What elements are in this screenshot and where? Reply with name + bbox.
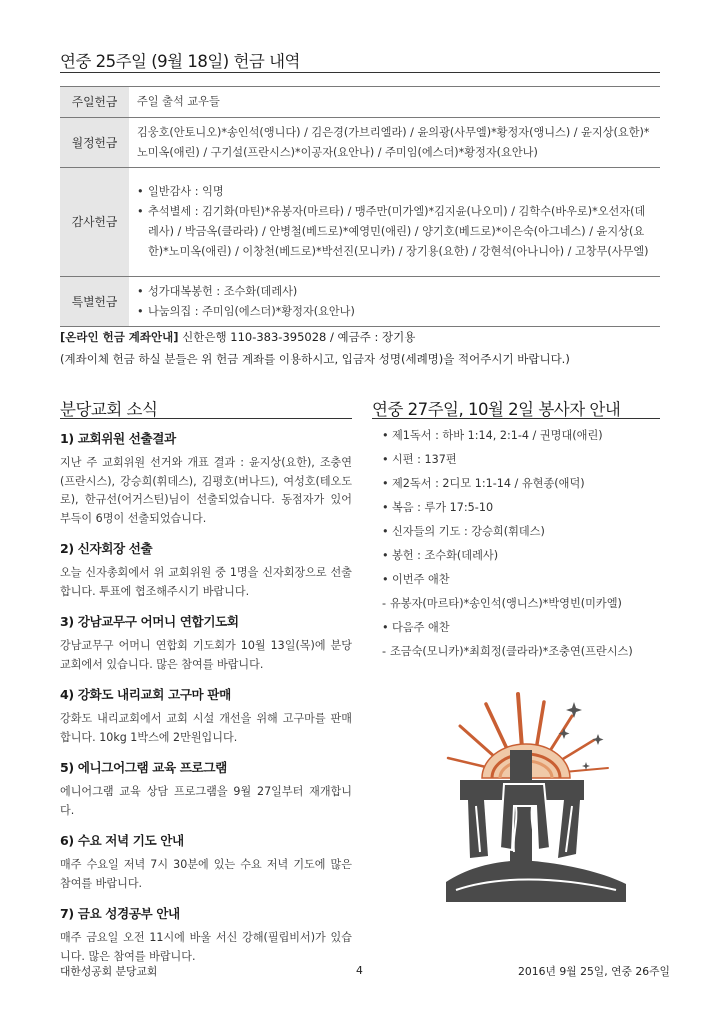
footer-church-name: 대한성공회 분당교회: [60, 965, 158, 978]
news-body: 매주 수요일 저녁 7시 30분에 있는 수요 저녁 기도에 많은 참여를 바랍니다.: [60, 858, 352, 890]
offering-table: [60, 86, 660, 327]
footer-date: 2016년 9월 25일, 연중 26주일: [518, 965, 670, 978]
account-note: (계좌이체 헌금 하실 분들은 위 헌금 계좌를 이용하시고, 입금자 성명(세례명)을 적어주시기 바랍니다.): [60, 352, 570, 366]
offering-row-thanks: [60, 168, 660, 277]
news-body: 오늘 신자총회에서 위 교회위원 중 1명을 신자회장으로 선출합니다. 투표에 협조해주시기 바랍니다.: [60, 566, 352, 598]
news-heading: 6) 수요 저녁 기도 안내: [60, 833, 184, 848]
list-item: • 제2독서 : 2디모 1:1-14 / 유현종(애덕): [382, 472, 672, 496]
news-body: 강남교무구 어머니 연합회 기도회가 10월 13일(목)에 분당교회에서 있습니다. 많은 참여를 바랍니다.: [60, 639, 352, 671]
news-heading: 5) 에니그어그램 교육 프로그램: [60, 760, 227, 775]
news-item: [60, 611, 352, 674]
list-item: • 신자들의 기도 : 강승희(휘데스): [382, 520, 672, 544]
news-heading: 4) 강화도 내리교회 고구마 판매: [60, 687, 231, 702]
news-item: [60, 830, 352, 893]
account-info: [60, 326, 670, 370]
offering-title: 연중 25주일 (9월 18일) 헌금 내역: [60, 52, 300, 71]
offering-list: [129, 168, 660, 277]
section-divider: [60, 418, 352, 419]
section-divider: [372, 418, 660, 419]
offering-label: 월정헌금: [60, 118, 129, 168]
list-subitem: - 조금숙(모니카)*최희정(클라라)*조충연(프란시스): [382, 640, 672, 664]
offering-text: 김웅호(안토니오)*송인석(앵니다) / 김은경(가브리엘라) / 윤의광(사무엘)*황정자(앵니스) / 윤지상(요한)*노미옥(애린) / 구기설(프란시스)*이공자(요안나) / 주미임(에스더)*황정자(요안나): [129, 118, 660, 168]
news-item: [60, 903, 352, 966]
offering-label: 주일헌금: [60, 87, 129, 118]
list-item: • 나눔의집 : 주미임(에스더)*황정자(요안나): [137, 302, 652, 322]
news-heading: 7) 금요 성경공부 안내: [60, 906, 180, 921]
list-item: • 다음주 애찬: [382, 616, 672, 640]
list-item: • 봉헌 : 조수화(데레사): [382, 544, 672, 568]
section-divider: [60, 72, 660, 73]
cross-illustration-icon: [446, 676, 626, 902]
news-heading: 1) 교회위원 선출결과: [60, 431, 176, 446]
offering-row-monthly: [60, 118, 660, 168]
list-item: • 제1독서 : 하바 1:14, 2:1-4 / 권명대(애린): [382, 424, 672, 448]
volunteer-title: 연중 27주일, 10월 2일 봉사자 안내: [372, 400, 621, 419]
offering-text: 주일 출석 교우들: [129, 87, 660, 118]
news-heading: 2) 신자회장 선출: [60, 541, 153, 556]
news-item: [60, 538, 352, 601]
list-item: • 성가대복봉헌 : 조수화(데레사): [137, 282, 652, 302]
list-item: • 복음 : 루가 17:5-10: [382, 496, 672, 520]
account-number: 신한은행 110-383-395028 / 예금주 : 장기용: [182, 330, 416, 344]
news-body: 매주 금요일 오전 11시에 바울 서신 강해(필립비서)가 있습니다. 많은 참여를 바랍니다.: [60, 931, 352, 963]
news-body: 강화도 내리교회에서 교회 시설 개선을 위해 고구마를 판매합니다. 10kg 1박스에 2만원입니다.: [60, 712, 352, 744]
offering-label: 특별헌금: [60, 277, 129, 327]
news-item: [60, 757, 352, 820]
offering-label: 감사헌금: [60, 168, 129, 277]
news-list: [60, 428, 352, 976]
offering-row-sunday: [60, 87, 660, 118]
page-number: 4: [356, 964, 363, 977]
news-item: [60, 684, 352, 747]
news-body: 에니어그램 교육 상담 프로그램을 9월 27일부터 재개합니다.: [60, 785, 352, 817]
offering-row-special: [60, 277, 660, 327]
news-title: 분당교회 소식: [60, 400, 158, 419]
news-heading: 3) 강남교무구 어머니 연합기도회: [60, 614, 239, 629]
volunteer-list: [382, 424, 672, 664]
list-item: • 추석별세 : 김기화(마틴)*유봉자(마르타) / 맹주만(미가엘)*김지윤(나오미) / 김학수(바우로)*오선자(데레사) / 박금옥(클라라) / 안병철(베드로)*예영민(애린) / 양기호(베드로)*이은숙(아그네스) / 윤지상(요한)*노미옥(애린) / 이창천(베드로)*박선진(모니카) / 장기용(요한) / 강현석(아나니아) / 고창무(사무엘): [137, 202, 652, 262]
account-label: [온라인 헌금 계좌안내]: [60, 330, 179, 344]
list-item: • 일반감사 : 익명: [137, 182, 652, 202]
list-item: • 시편 : 137편: [382, 448, 672, 472]
news-body: 지난 주 교회위원 선거와 개표 결과 : 윤지상(요한), 조충연(프란시스), 강승희(휘데스), 김평호(버나드), 여성호(테오도로), 한규선(어거스틴)님이 선출되었습니다. 동점자가 있어 부득이 6명이 선출되었습니다.: [60, 456, 352, 525]
list-subitem: - 유봉자(마르타)*송인석(앵니스)*박영빈(미카엘): [382, 592, 672, 616]
news-item: [60, 428, 352, 528]
list-item: • 이번주 애찬: [382, 568, 672, 592]
offering-list: [129, 277, 660, 327]
